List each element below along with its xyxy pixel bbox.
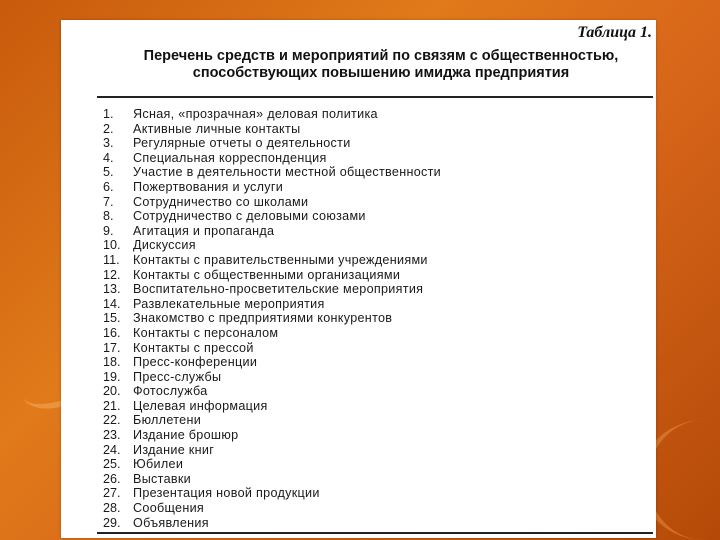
item-number: 8. xyxy=(103,209,114,224)
item-number: 15. xyxy=(103,311,121,326)
item-text: Контакты с общественными организациями xyxy=(133,267,401,282)
item-text: Сообщения xyxy=(133,501,205,516)
list-item xyxy=(103,107,623,122)
item-text: Фотослужба xyxy=(133,384,208,399)
item-text: Пресс-конференции xyxy=(133,355,258,370)
item-number: 1. xyxy=(103,107,114,121)
item-text: Регулярные отчеты о деятельности xyxy=(133,136,351,151)
item-number: 2. xyxy=(103,121,114,136)
item-text: Воспитательно-просветительские мероприятия xyxy=(133,282,424,297)
item-number: 6. xyxy=(103,179,114,194)
list-item xyxy=(103,224,623,239)
item-number: 22. xyxy=(103,413,121,428)
item-text: Выставки xyxy=(133,471,192,486)
item-number: 4. xyxy=(103,150,114,165)
item-text: Активные личные контакты xyxy=(133,121,301,136)
list-item xyxy=(103,443,623,458)
list-item xyxy=(103,355,623,370)
item-number: 13. xyxy=(103,282,121,297)
item-text: Пресс-службы xyxy=(133,369,222,384)
item-number: 26. xyxy=(103,471,121,486)
item-text: Контакты с правительственными учреждениями xyxy=(133,252,428,267)
list-item xyxy=(103,472,623,487)
item-number: 12. xyxy=(103,267,121,282)
list-item xyxy=(103,238,623,253)
list-item xyxy=(103,195,623,210)
list-item xyxy=(103,122,623,137)
list-item xyxy=(103,516,623,531)
table-caption: Таблица 1. xyxy=(577,24,652,41)
item-text: Целевая информация xyxy=(133,398,268,413)
item-number: 25. xyxy=(103,457,121,472)
list-item xyxy=(103,457,623,472)
item-number: 7. xyxy=(103,194,114,209)
list-item xyxy=(103,486,623,501)
list-item xyxy=(103,282,623,297)
item-number: 23. xyxy=(103,428,121,443)
item-number: 28. xyxy=(103,501,121,516)
list-item xyxy=(103,384,623,399)
item-text: Издание брошюр xyxy=(133,428,239,443)
item-text: Участие в деятельности местной общественности xyxy=(133,165,442,180)
list-item xyxy=(103,413,623,428)
item-text: Агитация и пропаганда xyxy=(133,223,275,238)
item-number: 10. xyxy=(103,238,121,253)
list-item xyxy=(103,341,623,356)
item-text: Развлекательные мероприятия xyxy=(133,296,325,311)
list-item xyxy=(103,428,623,443)
item-text: Контакты с персоналом xyxy=(133,325,279,340)
table-heading xyxy=(101,48,661,82)
list-item xyxy=(103,326,623,341)
item-number: 3. xyxy=(103,136,114,151)
item-number: 27. xyxy=(103,486,121,501)
item-text: Юбилеи xyxy=(133,457,184,472)
item-text: Сотрудничество со школами xyxy=(133,194,309,209)
item-number: 17. xyxy=(103,340,121,355)
item-text: Бюллетени xyxy=(133,413,202,428)
item-text: Специальная корреспонденция xyxy=(133,150,327,165)
item-text: Пожертвования и услуги xyxy=(133,179,284,194)
top-rule xyxy=(97,96,653,98)
list-item xyxy=(103,399,623,414)
item-text: Сотрудничество с деловыми союзами xyxy=(133,209,366,224)
scanned-page xyxy=(61,20,656,538)
item-number: 9. xyxy=(103,223,114,238)
item-number: 21. xyxy=(103,398,121,413)
bottom-rule xyxy=(97,532,653,534)
item-number: 18. xyxy=(103,355,121,370)
list-item xyxy=(103,180,623,195)
item-number: 5. xyxy=(103,165,114,180)
item-text: Ясная, «прозрачная» деловая политика xyxy=(133,107,378,121)
item-text: Презентация новой продукции xyxy=(133,486,320,501)
list-item xyxy=(103,151,623,166)
measures-list xyxy=(103,107,623,530)
list-item xyxy=(103,297,623,312)
list-item xyxy=(103,136,623,151)
item-text: Издание книг xyxy=(133,442,215,457)
list-item xyxy=(103,311,623,326)
item-number: 20. xyxy=(103,384,121,399)
item-text: Контакты с прессой xyxy=(133,340,254,355)
list-item xyxy=(103,253,623,268)
item-number: 29. xyxy=(103,515,121,530)
item-number: 19. xyxy=(103,369,121,384)
item-number: 14. xyxy=(103,296,121,311)
heading-line: Перечень средств и мероприятий по связям с общественностью, xyxy=(143,48,619,64)
item-text: Объявления xyxy=(133,515,209,530)
item-text: Знакомство с предприятиями конкурентов xyxy=(133,311,393,326)
list-item xyxy=(103,165,623,180)
item-number: 16. xyxy=(103,325,121,340)
heading-line: способствующих повышению имиджа предприятия xyxy=(192,65,570,81)
list-item xyxy=(103,268,623,283)
list-item xyxy=(103,370,623,385)
item-text: Дискуссия xyxy=(133,238,196,253)
list-item xyxy=(103,209,623,224)
item-number: 24. xyxy=(103,442,121,457)
list-item xyxy=(103,501,623,516)
item-number: 11. xyxy=(103,252,120,267)
